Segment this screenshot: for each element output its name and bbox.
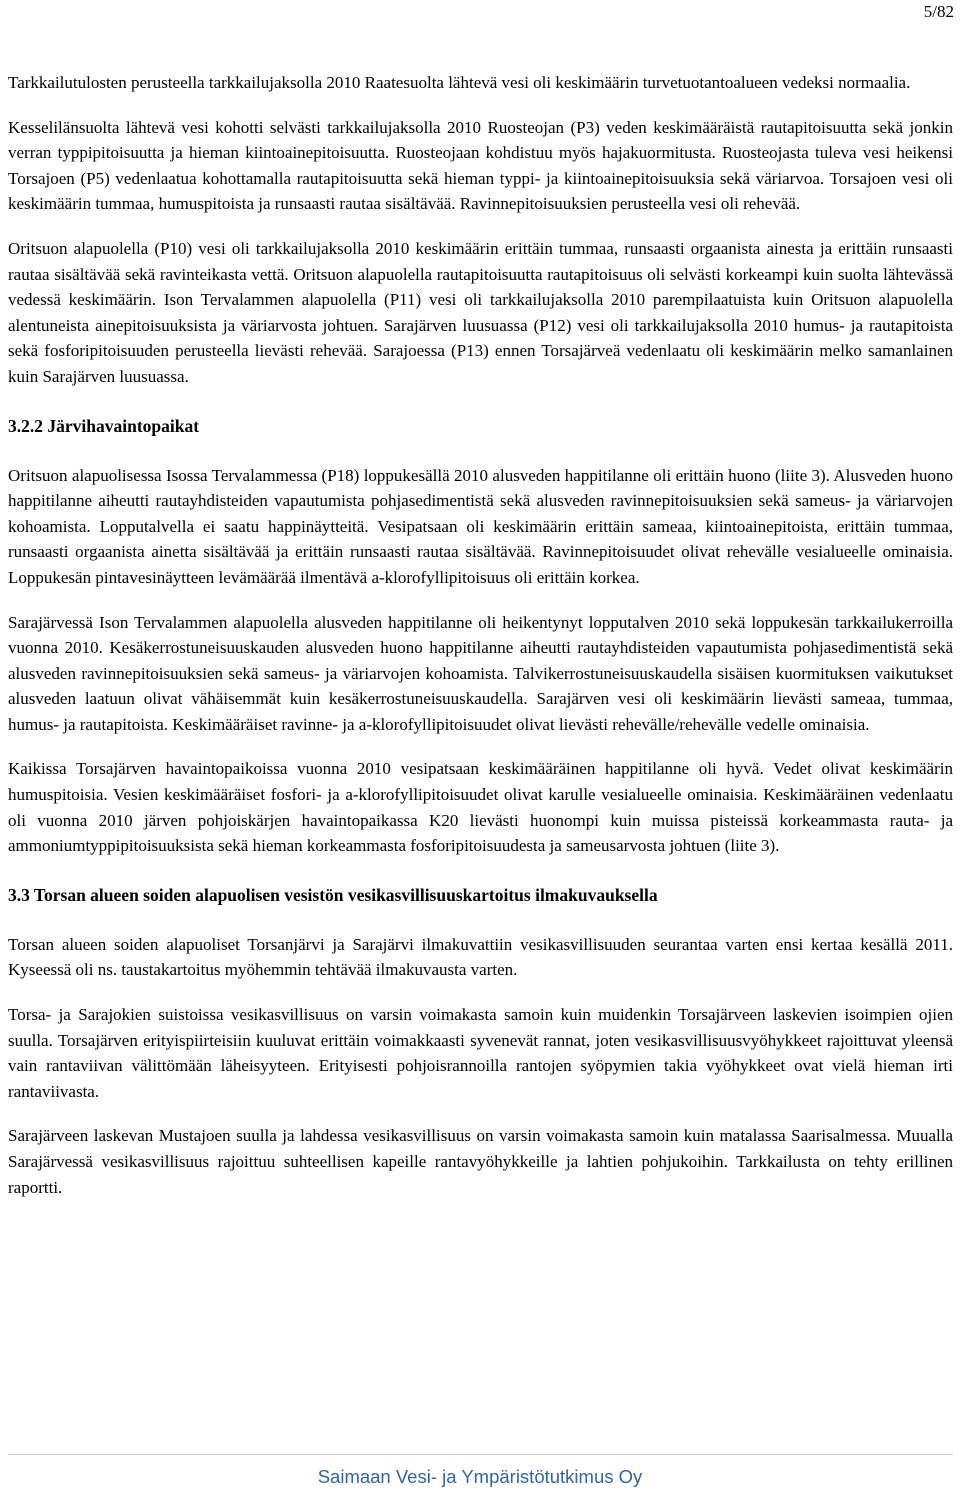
footer-divider xyxy=(8,1454,953,1455)
paragraph-ilmakuvaus: Torsan alueen soiden alapuoliset Torsanjärvi ja Sarajärvi ilmakuvattiin vesikasvillisuuden seurantaa varten ensi kertaa kesällä 2011. Kyseessä oli ns. taustakartoitus myöhemmin tehtävää ilmakuvausta varten. xyxy=(8,934,953,980)
paragraph-sarajarvi: Sarajärvessä Ison Tervalammen alapuolella alusveden happitilanne oli heikentynyt lopputalven 2010 sekä loppukesän tarkkailukerroilla vuonna 2010. Kesäkerrostuneisuuskauden alusveden huono happitilanne aiheutti rautayhdisteiden vapautumista pohjasedimentistä sekä alusveden ravinnepitoisuuksien sekä sameus- ja väriarvojen kohoamista. Talvikerrostuneisuuskaudella sisäisen kuormituksen vaikutukset alusveden laatuun olivat vähäisemmät kuin kesäkerrostuneisuuskaudella. Sarajärven vesi oli keskimäärin lievästi sameaa, tummaa, humus- ja rautapitoista. Keskimääräiset ravinne- ja a-klorofyllipitoisuudet olivat lievästi rehevälle/rehevälle vedelle ominaisia. xyxy=(8,612,953,734)
paragraph-oritsuo: Oritsuon alapuolella (P10) vesi oli tarkkailujaksolla 2010 keskimäärin erittäin tummaa, runsaasti orgaanista ainesta ja erittäin runsaasti rautaa sisältävää sekä ravinteikasta vettä. Oritsuon alapuolella rautapitoisuutta rautapitoisuus oli selvästi korkeampi kuin suolta lähtevässä vedessä keskimäärin. Ison Tervalammen alapuolella (P11) vesi oli tarkkailujaksolla 2010 parempilaatuista kuin Oritsuon alapuolella alentuneista ainepitoisuuksista ja väriarvosta johtuen. Sarajärven luusuassa (P12) vesi oli tarkkailujaksolla 2010 humus- ja rautapitoista sekä fosforipitoisuuden perusteella lievästi rehevää. Sarajoessa (P13) ennen Torsajärveä vedenlaatu oli keskimäärin melko samanlainen kuin Sarajärven luusuassa. xyxy=(8,238,953,386)
footer-company-name: Saimaan Vesi- ja Ympäristötutkimus Oy xyxy=(317,1466,643,1487)
paragraph-iso-tervalampi: Oritsuon alapuolisessa Isossa Tervalammessa (P18) loppukesällä 2010 alusveden happitilanne oli erittäin huono (liite 3). Alusveden huono happitilanne aiheutti rautayhdisteiden vapautumista pohjasedimentistä sekä alusveden ravinnepitoisuuksien sekä sameus- ja väriarvojen kohoamista. Lopputalvella ei saatu happinäytteitä. Vesipatsaan oli keskimäärin erittäin sameaa, kiintoainepitoista, erittäin tummaa, runsaasti orgaanista ainetta sisältävää ja erittäin runsaasti rautaa sisältävää. Ravinnepitoisuudet olivat rehevälle vesialueelle ominaisia. Loppukesän pintavesinäytteen levämäärää ilmentävä a-klorofyllipitoisuus oli erittäin korkea. xyxy=(8,465,953,587)
paragraph-suistot: Torsa- ja Sarajokien suistoissa vesikasvillisuus on varsin voimakasta samoin kuin muidenkin Torsajärveen laskevien isoimpien ojien suulla. Torsajärven erityispiirteisiin kuuluvat erittäin voimakkaasti syvenevät rannat, joten vesikasvillisuusvyöhykkeet rajoittuvat yleensä vain rantaviivan välittömään läheisyyteen. Erityisesti pohjoisrannoilla rantojen syöpymien takia vyöhykkeet ovat vielä hieman irti rantaviivasta. xyxy=(8,1005,953,1101)
page-number: 5/82 xyxy=(923,2,954,21)
paragraph-raatesuo: Tarkkailutulosten perusteella tarkkailujaksolla 2010 Raatesuolta lähtevä vesi oli keskimäärin turvetuotantoalueen vedeksi normaalia. xyxy=(8,73,911,92)
section-heading-vesikasvillisuuskartoitus: 3.3 Torsan alueen soiden alapuolisen vesistön vesikasvillisuuskartoitus ilmakuvauksella xyxy=(8,884,658,905)
paragraph-kesselilansuo: Kesselilänsuolta lähtevä vesi kohotti selvästi tarkkailujaksolla 2010 Ruosteojan (P3) veden keskimääräistä rautapitoisuutta sekä jonkin verran typpipitoisuutta ja hieman kiintoainepitoisuutta. Ruosteojaan kohdistuu myös hajakuormitusta. Ruosteojasta tuleva vesi heikensi Torsajoen (P5) vedenlaatua kohottamalla rautapitoisuutta sekä hieman typpi- ja kiintoainepitoisuuksia sekä väriarvoa. Torsajoen vesi oli keskimäärin tummaa, humuspitoista ja runsaasti rautaa sisältävää. Ravinnepitoisuuksien perusteella vesi oli rehevää. xyxy=(8,117,953,214)
paragraph-mustajoki: Sarajärveen laskevan Mustajoen suulla ja lahdessa vesikasvillisuus on varsin voimakasta samoin kuin matalassa Saarisalmessa. Muualla Sarajärvessä vesikasvillisuus rajoittuu suhteellisen kapeille rantavyöhykkeille ja lahtien pohjukoihin. Tarkkailusta on tehty erillinen raportti. xyxy=(8,1126,953,1197)
section-heading-jarvihavaintopaikat: 3.2.2 Järvihavaintopaikat xyxy=(8,415,200,436)
paragraph-torsajarvi: Kaikissa Torsajärven havaintopaikoissa vuonna 2010 vesipatsaan keskimääräinen happitilanne oli hyvä. Vedet olivat keskimäärin humuspitoisia. Vesien keskimääräiset fosfori- ja a-klorofyllipitoisuudet olivat karulle vesialueelle ominaisia. Keskimääräinen vedenlaatu oli vuonna 2010 järven pohjoiskärjen havaintopaikassa K20 lievästi huonompi kuin muissa pisteissä korkeammasta rauta- ja ammoniumtyppipitoisuuksista sekä hieman korkeammasta fosforipitoisuudesta ja sameusarvosta johtuen (liite 3). xyxy=(8,759,953,856)
document-body xyxy=(8,70,953,1200)
